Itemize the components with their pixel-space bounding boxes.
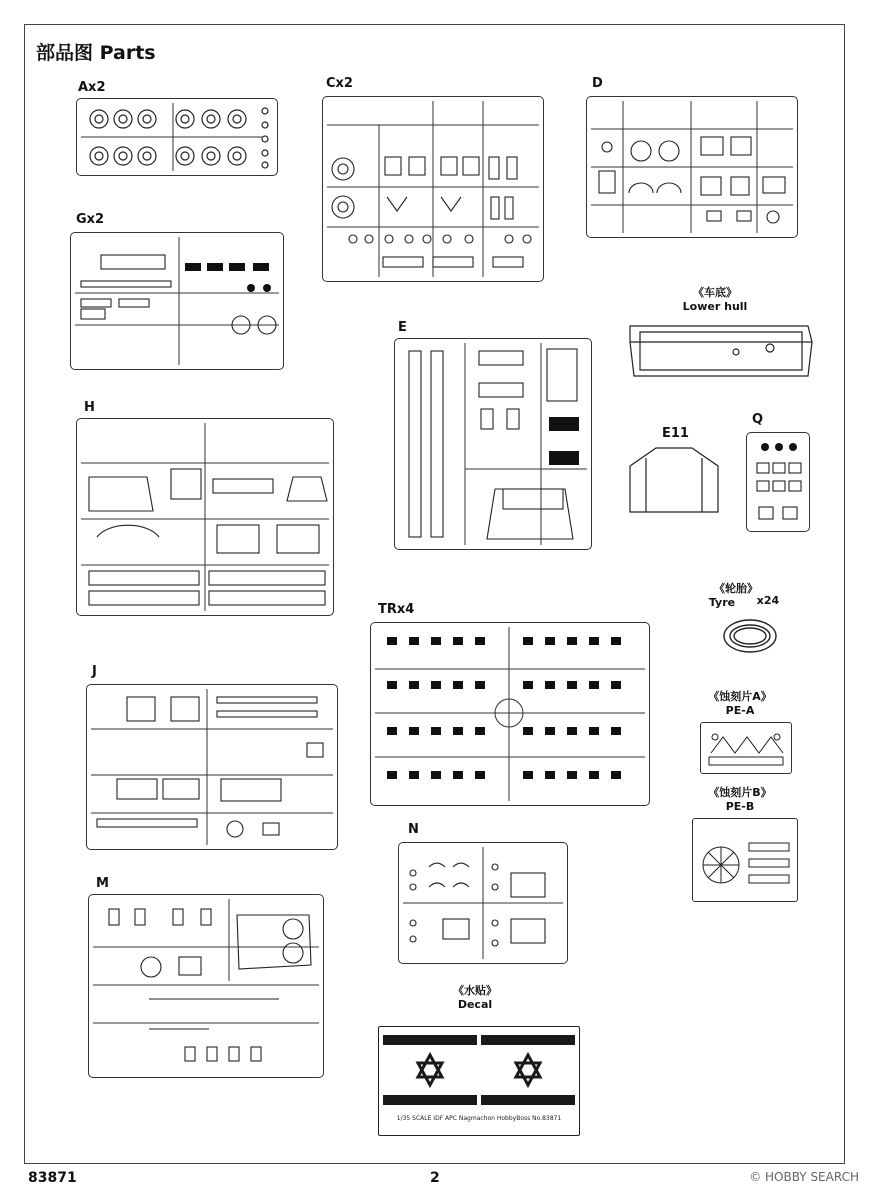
tyre-drawing	[720, 614, 780, 654]
sprue-d	[586, 96, 798, 238]
flag-left	[383, 1035, 477, 1105]
pea-caption-en: PE-A	[725, 704, 755, 717]
footer-code: 83871	[28, 1170, 77, 1186]
peb-caption-cn: 《蚀刻片B》	[708, 786, 772, 799]
sprue-q-parts	[747, 433, 809, 531]
sprue-j-label: J	[92, 664, 97, 679]
sprue-m-parts	[89, 895, 323, 1077]
sprue-d-label: D	[592, 76, 603, 91]
sprue-tr	[370, 622, 650, 806]
pe-b-parts	[693, 819, 797, 901]
sprue-d-parts	[587, 97, 797, 237]
sprue-c	[322, 96, 544, 282]
sprue-g-parts	[71, 233, 283, 369]
sprue-m-label: M	[96, 876, 109, 891]
sprue-e11-label: E11	[662, 426, 689, 441]
sprue-tr-label: TRx4	[378, 602, 415, 617]
sprue-h	[76, 418, 334, 616]
sprue-e-parts	[395, 339, 591, 549]
decal-footer: 1/35 SCALE IDF APC Nagmachon HobbyBoss No.83871	[396, 1115, 562, 1122]
sprue-j	[86, 684, 338, 850]
tyre-quantity: x24	[756, 594, 780, 607]
lower-hull-drawing	[626, 318, 816, 384]
watermark: © HOBBY SEARCH	[749, 1170, 859, 1184]
sprue-a-parts	[77, 99, 277, 175]
tyre-caption-cn: 《轮胎》	[714, 582, 758, 595]
sprue-q-label: Q	[752, 412, 764, 427]
sprue-g	[70, 232, 284, 370]
sprue-n	[398, 842, 568, 964]
sprue-a	[76, 98, 278, 176]
sprue-g-label: Gx2	[76, 212, 105, 227]
decal-caption-en: Decal	[457, 998, 493, 1011]
pe-a-fret	[700, 722, 792, 774]
page-title: 部品图 Parts	[36, 42, 156, 64]
flag-right	[481, 1035, 575, 1105]
sprue-h-label: H	[84, 400, 95, 415]
sprue-e	[394, 338, 592, 550]
sprue-n-label: N	[408, 822, 419, 837]
pe-b-fret	[692, 818, 798, 902]
decal-sheet	[378, 1026, 580, 1136]
sprue-tr-parts	[371, 623, 649, 805]
lower-hull-caption-en: Lower hull	[682, 300, 748, 313]
sprue-n-parts	[399, 843, 567, 963]
sprue-m	[88, 894, 324, 1078]
sprue-e-label: E	[398, 320, 407, 335]
pea-caption-cn: 《蚀刻片A》	[708, 690, 772, 703]
sprue-j-parts	[87, 685, 337, 849]
sprue-q	[746, 432, 810, 532]
e11-drawing	[626, 446, 722, 514]
sprue-h-parts	[77, 419, 333, 615]
sprue-a-label: Ax2	[78, 80, 106, 95]
decal-flags	[379, 1027, 579, 1117]
pe-a-parts	[701, 723, 791, 773]
lower-hull-caption-cn: 《车底》	[693, 286, 737, 299]
sprue-c-parts	[323, 97, 543, 281]
peb-caption-en: PE-B	[725, 800, 755, 813]
sprue-c-label: Cx2	[326, 76, 353, 91]
page-number: 2	[430, 1170, 440, 1186]
decal-caption-cn: 《水贴》	[453, 984, 497, 997]
tyre-caption-en: Tyre	[708, 596, 736, 609]
